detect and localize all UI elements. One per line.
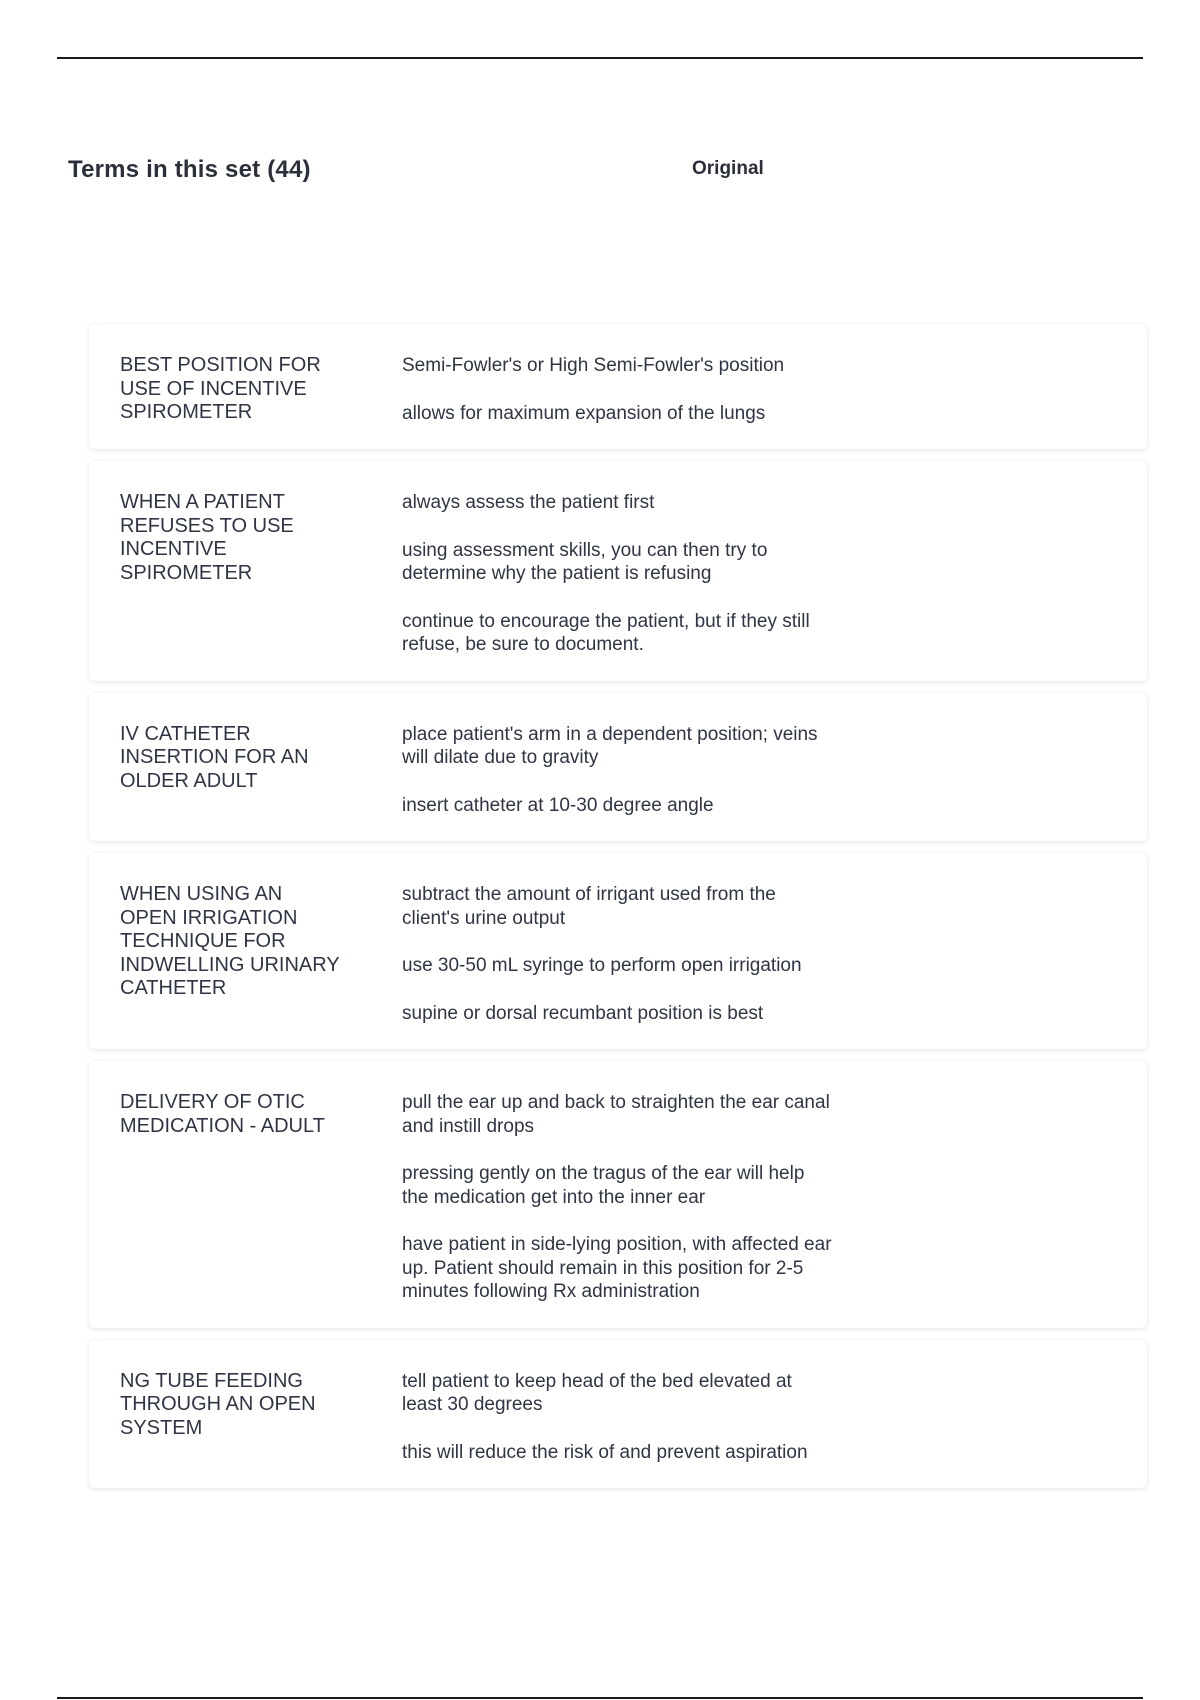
top-divider [57, 57, 1143, 59]
definition-line: supine or dorsal recumbant position is best [402, 1002, 764, 1024]
definition-line: use 30-50 mL syringe to perform open irrigation [402, 955, 802, 976]
term-card [89, 1340, 1147, 1489]
term-text: DELIVERY OF OTIC MEDICATION - ADULT [120, 1091, 325, 1137]
term-card [89, 693, 1147, 842]
term-card [89, 324, 1147, 449]
set-title: Terms in this set (44) [68, 156, 311, 183]
definition-line: pressing gently on the tragus of the ear will help the medication get into the inner ear [402, 1163, 805, 1208]
term-text: IV CATHETER INSERTION FOR AN OLDER ADULT [120, 722, 309, 792]
definition-line: place patient's arm in a dependent position; veins will dilate due to gravity [402, 723, 818, 768]
term-card [89, 1061, 1147, 1328]
definition-line: continue to encourage the patient, but if they still refuse, be sure to document. [402, 610, 810, 655]
definition-group [402, 723, 892, 818]
definition-group [402, 1370, 892, 1465]
definition-line: subtract the amount of irrigant used from the client's urine output [402, 884, 776, 929]
definition-line: using assessment skills, you can then try to determine why the patient is refusing [402, 539, 768, 584]
definition-line: pull the ear up and back to straighten the ear canal and instill drops [402, 1092, 830, 1137]
definition-line: Semi-Fowler's or High Semi-Fowler's position [402, 355, 785, 376]
term-card [89, 853, 1147, 1049]
definition-group [402, 1091, 892, 1304]
definition-line: insert catheter at 10-30 degree angle [402, 794, 714, 816]
sort-selector[interactable]: Original [692, 158, 764, 179]
term-text: WHEN A PATIENT REFUSES TO USE INCENTIVE SPIROMETER [120, 491, 294, 584]
definition-line: tell patient to keep head of the bed elevated at least 30 degrees [402, 1370, 792, 1415]
definition-line: always assess the patient first [402, 492, 655, 513]
definition-group [402, 491, 892, 657]
definition-line: have patient in side-lying position, with affected ear up. Patient should remain in this position for 2-5 minutes following Rx administration [402, 1234, 832, 1302]
definition-group [402, 883, 892, 1025]
term-text: NG TUBE FEEDING THROUGH AN OPEN SYSTEM [120, 1369, 316, 1439]
definition-group [402, 354, 892, 425]
definition-line: this will reduce the risk of and prevent aspiration [402, 1441, 808, 1463]
term-text: WHEN USING AN OPEN IRRIGATION TECHNIQUE FOR INDWELLING URINARY CATHETER [120, 883, 340, 999]
term-card [89, 461, 1147, 681]
definition-line: allows for maximum expansion of the lungs [402, 402, 766, 424]
bottom-divider [57, 1697, 1143, 1699]
term-list [89, 324, 1147, 1500]
term-text: BEST POSITION FOR USE OF INCENTIVE SPIROMETER [120, 354, 321, 423]
